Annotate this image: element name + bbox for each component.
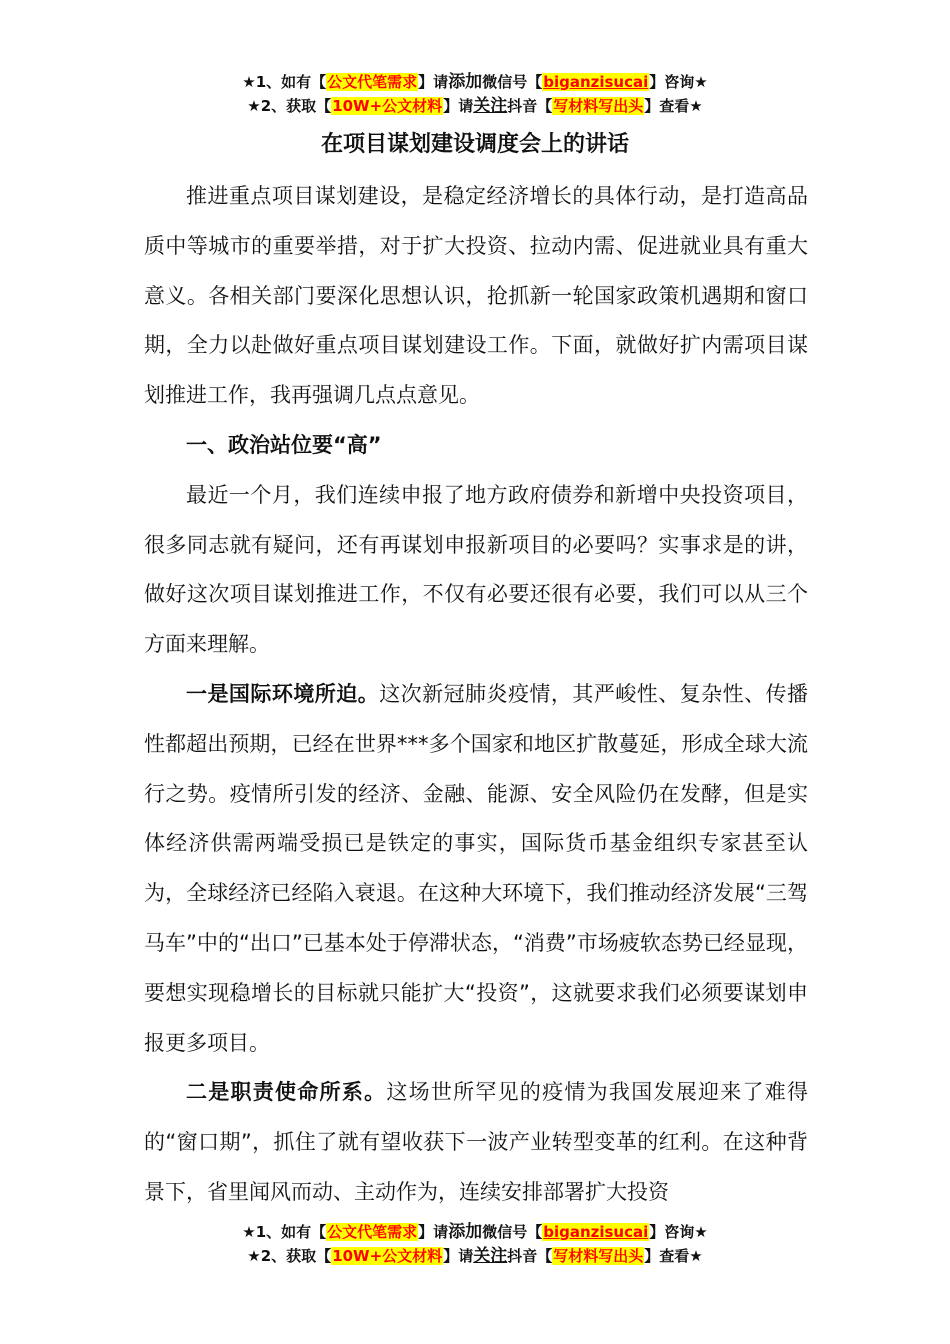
point-paragraph-2 [144, 1068, 808, 1217]
promo-emphasis: 添加 [448, 72, 483, 92]
promo-wechat-id: biganzisucai [543, 1223, 649, 1241]
promo-emphasis: 关注 [473, 1246, 508, 1266]
promo-text: 】查看★ [644, 1247, 703, 1265]
point-paragraph-1 [144, 670, 808, 1068]
promo-emphasis: 关注 [473, 96, 508, 116]
promo-text: 】请 [418, 1223, 449, 1241]
promo-text: 微信号【 [482, 1223, 543, 1241]
promo-text: ★1、如有【 [242, 73, 327, 91]
point-lead: 二是职责使命所系。 [186, 1080, 387, 1105]
document-title: 在项目谋划建设调度会上的讲话 [320, 132, 629, 157]
promo-highlight: 公文代笔需求 [327, 73, 418, 91]
promo-text: 】查看★ [644, 97, 703, 115]
document-body [144, 172, 808, 1218]
promo-wechat-id: biganzisucai [543, 73, 649, 91]
promo-text: 】咨询★ [649, 73, 708, 91]
promo-text: 抖音【 [507, 1247, 553, 1265]
promo-highlight: 写材料写出头 [553, 1247, 644, 1265]
promo-line-1 [0, 70, 950, 94]
promo-highlight: 公文代笔需求 [327, 1223, 418, 1241]
promo-text: ★2、获取【 [247, 1247, 332, 1265]
promo-line-1 [0, 1220, 950, 1244]
promo-text: ★1、如有【 [242, 1223, 327, 1241]
point-lead: 一是国际环境所迫。 [186, 681, 380, 706]
promo-emphasis: 添加 [448, 1222, 483, 1242]
promo-line-2 [0, 1244, 950, 1268]
promo-highlight: 10W+公文材料 [332, 1247, 443, 1265]
point-text: 这次新冠肺炎疫情，其严峻性、复杂性、传播性都超出预期，已经在世界***多个国家和地区扩散蔓延，形成全球大流行之势。疫情所引发的经济、金融、能源、安全风险仍在发酵，但是实体经济供需两端受损已是铁定的事实，国际货币基金组织专家甚至认为，全球经济已经陷入衰退。在这种大环境下，我们推动经济发展“三驾马车”中的“出口”已基本处于停滞状态，“消费”市场疲软态势已经显现，要想实现稳增长的目标就只能扩大“投资”，这就要求我们必须要谋划申报更多项目。 [144, 681, 809, 1055]
promo-text: ★2、获取【 [247, 97, 332, 115]
point-text: 这场世所罕见的疫情为我国发展迎来了难得的“窗口期”，抓住了就有望收获下一波产业转型变革的红利。在这种背景下，省里闻风而动、主动作为，连续安排部署扩大投资 [144, 1080, 809, 1204]
promo-text: 】请 [418, 73, 449, 91]
promo-highlight: 10W+公文材料 [332, 97, 443, 115]
promo-text: 】请 [443, 97, 474, 115]
promo-line-2 [0, 94, 950, 118]
promo-highlight: 写材料写出头 [553, 97, 644, 115]
body-paragraph: 最近一个月，我们连续申报了地方政府债券和新增中央投资项目，很多同志就有疑问，还有再谋划申报新项目的必要吗？实事求是的讲，做好这次项目谋划推进工作，不仅有必要还很有必要，我们可以从三个方面来理解。 [144, 482, 808, 657]
promo-text: 】咨询★ [649, 1223, 708, 1241]
promo-text: 】请 [443, 1247, 474, 1265]
intro-paragraph: 推进重点项目谋划建设，是稳定经济增长的具体行动，是打造高品质中等城市的重要举措，对于扩大投资、拉动内需、促进就业具有重大意义。各相关部门要深化思想认识，抢抓新一轮国家政策机遇期和窗口期，全力以赴做好重点项目谋划建设工作。下面，就做好扩内需项目谋划推进工作，我再强调几点点意见。 [144, 184, 808, 408]
section-heading: 一、政治站位要“高” [186, 432, 382, 457]
promo-banner-bottom [0, 1220, 950, 1268]
promo-text: 抖音【 [507, 97, 553, 115]
promo-banner-top [0, 70, 950, 118]
promo-text: 微信号【 [482, 73, 543, 91]
